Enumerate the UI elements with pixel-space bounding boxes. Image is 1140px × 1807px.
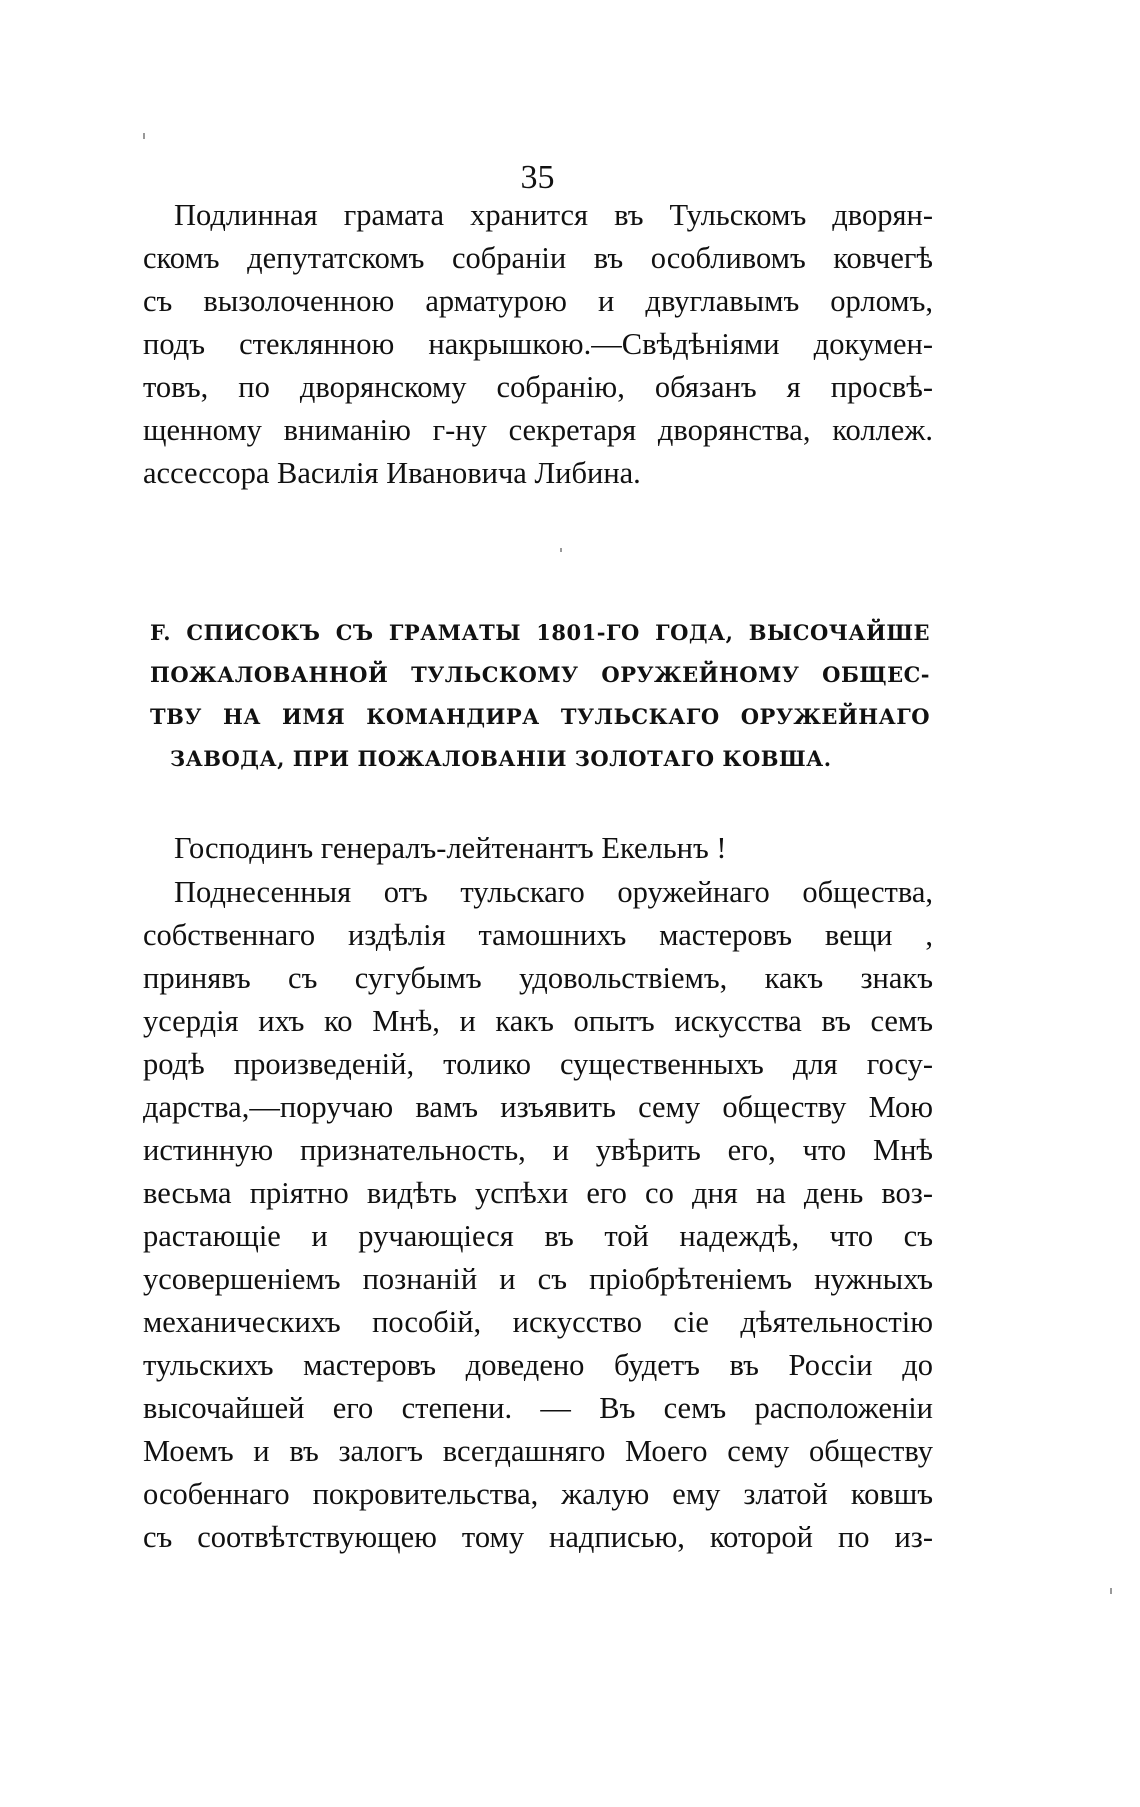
paragraph-1-line: скомъ депутатскомъ собраніи въ особливомъ ковчегѣ — [143, 241, 933, 275]
paragraph-2-line: тульскихъ мастеровъ доведено будетъ въ Россіи до — [143, 1348, 933, 1382]
paragraph-2-line: Поднесенныя отъ тульскаго оружейнаго общества, — [174, 875, 933, 909]
paragraph-2-line: особеннаго покровительства, жалую ему златой ковшъ — [143, 1477, 933, 1511]
paragraph-2-line: усовершеніемъ познаній и съ пріобрѣтеніемъ нужныхъ — [143, 1262, 933, 1296]
paragraph-1-line: подъ стеклянною накрышкою.—Свѣдѣніями докумен- — [143, 327, 933, 361]
paragraph-2-line: Моемъ и въ залогъ всегдашняго Моего сему обществу — [143, 1434, 933, 1468]
paragraph-1-line: съ вызолоченною арматурою и двуглавымъ орломъ, — [143, 284, 933, 318]
paragraph-2-line: растающіе и ручающіеся въ той надеждѣ, что съ — [143, 1219, 933, 1253]
paragraph-2-line: усердія ихъ ко Мнѣ, и какъ опытъ искусства въ семъ — [143, 1004, 933, 1038]
scan-speck — [143, 133, 145, 139]
section-heading-line: ТВУ НА ИМЯ КОМАНДИРА ТУЛЬСКАГО ОРУЖЕЙНАГО — [150, 704, 930, 729]
paragraph-1-line: ассессора Василія Ивановича Либина. — [143, 456, 641, 490]
paragraph-2-line: родѣ произведеній, толико существенныхъ для госу- — [143, 1047, 933, 1081]
scan-speck — [1110, 1588, 1112, 1594]
paragraph-2-line: высочайшей его степени. — Въ семъ расположеніи — [143, 1391, 933, 1425]
section-heading-line: ЗАВОДА, ПРИ ПОЖАЛОВАНІИ ЗОЛОТАГО КОВША. — [170, 746, 832, 771]
paragraph-2-line: собственнаго издѣлія тамошнихъ мастеровъ вещи , — [143, 918, 933, 952]
paragraph-2-line: механическихъ пособій, искусство сіе дѣятельностію — [143, 1305, 933, 1339]
paragraph-2-line: дарства,—поручаю вамъ изъявить сему обществу Мою — [143, 1090, 933, 1124]
paragraph-2-line: истинную признательность, и увѣрить его, что Мнѣ — [143, 1133, 933, 1167]
paragraph-1-line: товъ, по дворянскому собранію, обязанъ я просвѣ- — [143, 370, 933, 404]
paragraph-1-line: Подлинная грамата хранится въ Тульскомъ дворян- — [174, 198, 933, 232]
section-heading-line: ПОЖАЛОВАННОЙ ТУЛЬСКОМУ ОРУЖЕЙНОМУ ОБЩЕС- — [150, 662, 930, 687]
paragraph-1-line: щенному вниманію г-ну секретаря дворянства, коллеж. — [143, 413, 933, 447]
paragraph-2-line: весьма пріятно видѣть успѣхи его со дня на день воз- — [143, 1176, 933, 1210]
scan-speck — [560, 548, 562, 552]
section-heading-line: F. СПИСОКЪ СЪ ГРАМАТЫ 1801-ГО ГОДА, ВЫСОЧАЙШЕ — [150, 620, 930, 645]
paragraph-2-line: принявъ съ сугубымъ удовольствіемъ, какъ знакъ — [143, 961, 933, 995]
page-number: 35 — [520, 159, 555, 196]
greeting: Господинъ генералъ-лейтенантъ Екельнъ ! — [174, 831, 727, 865]
paragraph-2-line: съ соотвѣтствующею тому надписью, которой по из- — [143, 1520, 933, 1554]
